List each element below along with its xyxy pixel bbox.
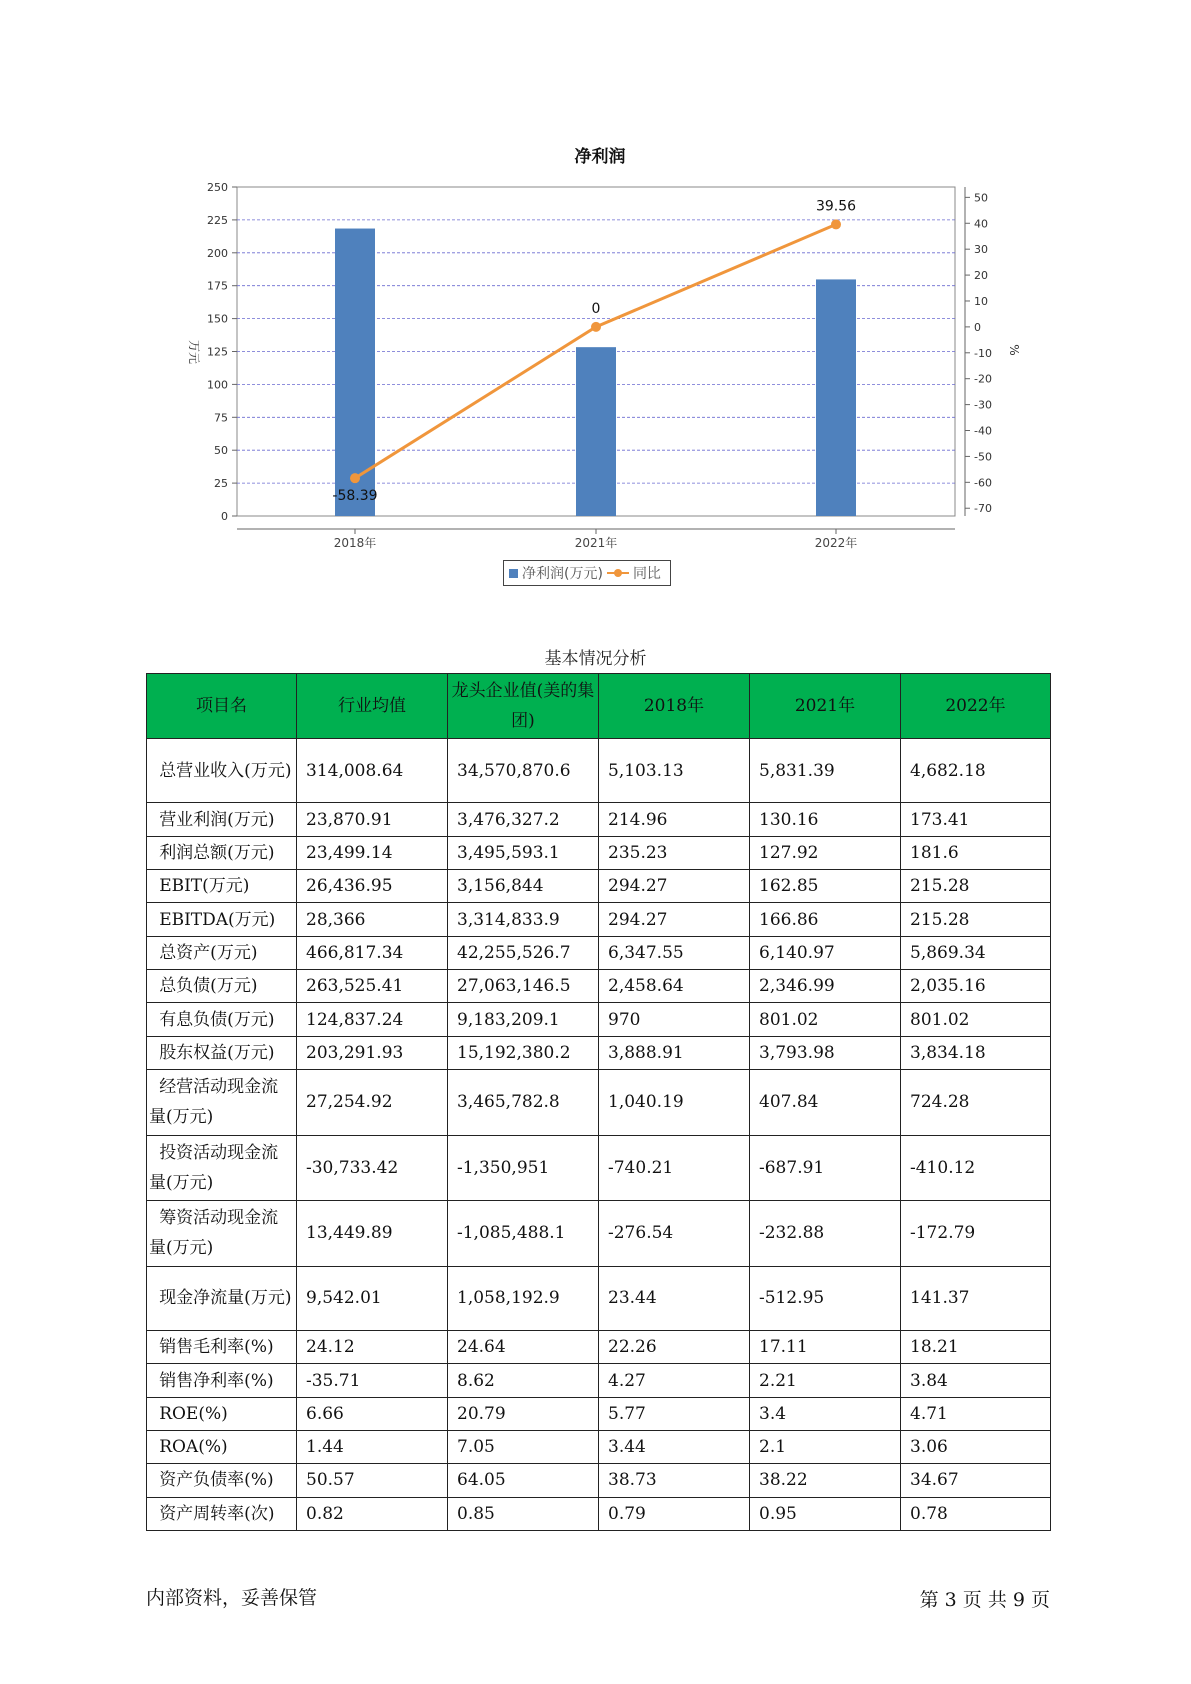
x-category-label: 2022年 bbox=[814, 536, 858, 550]
right-axis-label: % bbox=[1007, 344, 1021, 356]
row-name-text: 总负债(万元) bbox=[159, 976, 258, 997]
right-tick-label: 0 bbox=[974, 320, 981, 334]
row-name-cell bbox=[147, 936, 297, 969]
bar-net-profit bbox=[816, 279, 856, 516]
value-cell: 314,008.64 bbox=[297, 739, 448, 803]
row-name-text: ROE(%) bbox=[159, 1403, 228, 1424]
value-cell: 38.22 bbox=[750, 1464, 901, 1497]
value-cell: 2.1 bbox=[750, 1431, 901, 1464]
header-2018: 2018年 bbox=[599, 674, 750, 739]
net-profit-chart bbox=[0, 0, 1191, 620]
value-cell: 181.6 bbox=[901, 836, 1051, 869]
value-cell: 3,793.98 bbox=[750, 1036, 901, 1069]
value-cell: 130.16 bbox=[750, 803, 901, 836]
value-cell: 0.79 bbox=[599, 1497, 750, 1530]
value-cell: -35.71 bbox=[297, 1364, 448, 1397]
value-cell: 34.67 bbox=[901, 1464, 1051, 1497]
row-name-cell bbox=[147, 1036, 297, 1069]
legend-bar-label: 净利润(万元) bbox=[522, 566, 603, 582]
analysis-table bbox=[146, 673, 1051, 1531]
left-tick-label: 100 bbox=[207, 378, 228, 392]
value-cell: 26,436.95 bbox=[297, 870, 448, 903]
table-row bbox=[147, 1464, 1051, 1497]
value-cell: 28,366 bbox=[297, 903, 448, 936]
table-row bbox=[147, 803, 1051, 836]
table-row bbox=[147, 903, 1051, 936]
value-cell: 263,525.41 bbox=[297, 970, 448, 1003]
value-cell: 3,314,833.9 bbox=[448, 903, 599, 936]
row-name-cell bbox=[147, 1266, 297, 1330]
right-tick-label: -40 bbox=[974, 424, 992, 438]
legend-item-line bbox=[607, 563, 661, 583]
value-cell: 801.02 bbox=[901, 1003, 1051, 1036]
point-yoy bbox=[831, 219, 841, 229]
right-tick-label: -60 bbox=[974, 476, 992, 490]
value-cell: 1.44 bbox=[297, 1431, 448, 1464]
row-name-text: 利润总额(万元) bbox=[159, 842, 275, 863]
value-cell: 42,255,526.7 bbox=[448, 936, 599, 969]
table-row bbox=[147, 1036, 1051, 1069]
value-cell: -410.12 bbox=[901, 1135, 1051, 1201]
left-tick-label: 225 bbox=[207, 213, 228, 227]
value-cell: 3.44 bbox=[599, 1431, 750, 1464]
value-cell: 9,542.01 bbox=[297, 1266, 448, 1330]
row-name-text: 总营业收入(万元) bbox=[159, 760, 292, 781]
value-cell: 3.84 bbox=[901, 1364, 1051, 1397]
value-cell: 38.73 bbox=[599, 1464, 750, 1497]
value-cell: 3.06 bbox=[901, 1431, 1051, 1464]
value-cell: 24.64 bbox=[448, 1331, 599, 1364]
data-label-yoy: 0 bbox=[591, 300, 601, 317]
value-cell: 5,869.34 bbox=[901, 936, 1051, 969]
table-row bbox=[147, 970, 1051, 1003]
point-yoy bbox=[591, 322, 601, 332]
value-cell: 13,449.89 bbox=[297, 1201, 448, 1267]
value-cell: 141.37 bbox=[901, 1266, 1051, 1330]
table-row bbox=[147, 1364, 1051, 1397]
left-tick-label: 250 bbox=[207, 181, 228, 194]
right-tick-label: 50 bbox=[974, 191, 988, 205]
value-cell: 970 bbox=[599, 1003, 750, 1036]
value-cell: 0.82 bbox=[297, 1497, 448, 1530]
row-name-cell bbox=[147, 739, 297, 803]
row-name-text: 经营活动现金流量(万元) bbox=[149, 1077, 279, 1128]
point-yoy bbox=[350, 473, 360, 483]
table-row bbox=[147, 1003, 1051, 1036]
right-tick-label: 10 bbox=[974, 294, 988, 308]
table-row bbox=[147, 1431, 1051, 1464]
right-tick-label: -20 bbox=[974, 372, 992, 386]
value-cell: 166.86 bbox=[750, 903, 901, 936]
value-cell: 173.41 bbox=[901, 803, 1051, 836]
right-tick-label: -50 bbox=[974, 450, 992, 464]
value-cell: 466,817.34 bbox=[297, 936, 448, 969]
value-cell: 3,495,593.1 bbox=[448, 836, 599, 869]
value-cell: 23,499.14 bbox=[297, 836, 448, 869]
row-name-cell bbox=[147, 1497, 297, 1530]
right-tick-label: -70 bbox=[974, 502, 992, 516]
value-cell: 27,254.92 bbox=[297, 1069, 448, 1135]
row-name-text: 销售毛利率(%) bbox=[159, 1337, 274, 1358]
value-cell: 27,063,146.5 bbox=[448, 970, 599, 1003]
value-cell: 3,465,782.8 bbox=[448, 1069, 599, 1135]
row-name-cell bbox=[147, 870, 297, 903]
value-cell: 5,103.13 bbox=[599, 739, 750, 803]
value-cell: 801.02 bbox=[750, 1003, 901, 1036]
table-row bbox=[147, 1397, 1051, 1430]
row-name-cell bbox=[147, 1397, 297, 1430]
left-tick-label: 25 bbox=[214, 477, 228, 491]
value-cell: 294.27 bbox=[599, 870, 750, 903]
value-cell: 162.85 bbox=[750, 870, 901, 903]
row-name-cell bbox=[147, 1364, 297, 1397]
value-cell: 7.05 bbox=[448, 1431, 599, 1464]
value-cell: 4.71 bbox=[901, 1397, 1051, 1430]
value-cell: 6.66 bbox=[297, 1397, 448, 1430]
value-cell: 215.28 bbox=[901, 870, 1051, 903]
value-cell: 8.62 bbox=[448, 1364, 599, 1397]
header-2021: 2021年 bbox=[750, 674, 901, 739]
value-cell: 24.12 bbox=[297, 1331, 448, 1364]
value-cell: -1,350,951 bbox=[448, 1135, 599, 1201]
value-cell: 34,570,870.6 bbox=[448, 739, 599, 803]
value-cell: 2,346.99 bbox=[750, 970, 901, 1003]
table-row bbox=[147, 1201, 1051, 1267]
value-cell: -276.54 bbox=[599, 1201, 750, 1267]
table-row bbox=[147, 1497, 1051, 1530]
legend-line-label: 同比 bbox=[632, 566, 661, 582]
row-name-cell bbox=[147, 1135, 297, 1201]
row-name-cell bbox=[147, 970, 297, 1003]
value-cell: -30,733.42 bbox=[297, 1135, 448, 1201]
right-tick-label: -30 bbox=[974, 398, 992, 412]
row-name-cell bbox=[147, 1201, 297, 1267]
value-cell: -172.79 bbox=[901, 1201, 1051, 1267]
value-cell: 203,291.93 bbox=[297, 1036, 448, 1069]
value-cell: 22.26 bbox=[599, 1331, 750, 1364]
value-cell: 4,682.18 bbox=[901, 739, 1051, 803]
value-cell: 1,058,192.9 bbox=[448, 1266, 599, 1330]
value-cell: 17.11 bbox=[750, 1331, 901, 1364]
left-tick-label: 125 bbox=[207, 345, 228, 359]
value-cell: 64.05 bbox=[448, 1464, 599, 1497]
chart-title: 净利润 bbox=[574, 147, 626, 167]
value-cell: 5.77 bbox=[599, 1397, 750, 1430]
value-cell: 6,347.55 bbox=[599, 936, 750, 969]
left-tick-label: 75 bbox=[214, 411, 228, 425]
left-tick-label: 50 bbox=[214, 444, 228, 458]
right-tick-label: -10 bbox=[974, 346, 992, 360]
row-name-text: 资产周转率(次) bbox=[159, 1503, 275, 1524]
footer-page-number: 第 3 页 共 9 页 bbox=[919, 1589, 1050, 1611]
table-row bbox=[147, 836, 1051, 869]
value-cell: -687.91 bbox=[750, 1135, 901, 1201]
row-name-cell bbox=[147, 1069, 297, 1135]
value-cell: 294.27 bbox=[599, 903, 750, 936]
value-cell: 124,837.24 bbox=[297, 1003, 448, 1036]
value-cell: 3,834.18 bbox=[901, 1036, 1051, 1069]
value-cell: -232.88 bbox=[750, 1201, 901, 1267]
table-row bbox=[147, 936, 1051, 969]
value-cell: 214.96 bbox=[599, 803, 750, 836]
table-row bbox=[147, 739, 1051, 803]
header-item-name: 项目名 bbox=[147, 674, 297, 739]
left-tick-label: 175 bbox=[207, 279, 228, 293]
footer-confidential-note: 内部资料，妥善保管 bbox=[146, 1587, 318, 1609]
value-cell: 0.78 bbox=[901, 1497, 1051, 1530]
right-tick-label: 40 bbox=[974, 217, 988, 231]
row-name-text: 总资产(万元) bbox=[159, 942, 258, 963]
row-name-cell bbox=[147, 903, 297, 936]
table-row bbox=[147, 1266, 1051, 1330]
row-name-text: 营业利润(万元) bbox=[159, 809, 275, 830]
table-row bbox=[147, 1069, 1051, 1135]
right-tick-label: 20 bbox=[974, 269, 988, 283]
chart-canvas bbox=[0, 0, 1191, 620]
value-cell: 15,192,380.2 bbox=[448, 1036, 599, 1069]
value-cell: 3,476,327.2 bbox=[448, 803, 599, 836]
value-cell: 0.85 bbox=[448, 1497, 599, 1530]
table-row bbox=[147, 870, 1051, 903]
value-cell: 2,035.16 bbox=[901, 970, 1051, 1003]
value-cell: 3.4 bbox=[750, 1397, 901, 1430]
header-2022: 2022年 bbox=[901, 674, 1051, 739]
x-category-label: 2021年 bbox=[574, 536, 618, 550]
value-cell: 5,831.39 bbox=[750, 739, 901, 803]
value-cell: 6,140.97 bbox=[750, 936, 901, 969]
row-name-text: 资产负债率(%) bbox=[159, 1470, 274, 1491]
value-cell: 50.57 bbox=[297, 1464, 448, 1497]
value-cell: 2,458.64 bbox=[599, 970, 750, 1003]
value-cell: 215.28 bbox=[901, 903, 1051, 936]
value-cell: -740.21 bbox=[599, 1135, 750, 1201]
row-name-cell bbox=[147, 1331, 297, 1364]
x-category-label: 2018年 bbox=[333, 536, 377, 550]
data-label-yoy: 39.56 bbox=[815, 198, 857, 215]
right-tick-label: 30 bbox=[974, 243, 988, 257]
value-cell: 18.21 bbox=[901, 1331, 1051, 1364]
legend-bar-swatch bbox=[509, 569, 518, 578]
left-tick-label: 0 bbox=[221, 510, 228, 523]
value-cell: 2.21 bbox=[750, 1364, 901, 1397]
value-cell: 407.84 bbox=[750, 1069, 901, 1135]
header-industry-avg: 行业均值 bbox=[297, 674, 448, 739]
row-name-cell bbox=[147, 1464, 297, 1497]
header-leader-value: 龙头企业值(美的集团) bbox=[448, 674, 599, 739]
row-name-text: EBIT(万元) bbox=[159, 876, 250, 897]
value-cell: 23,870.91 bbox=[297, 803, 448, 836]
table-caption: 基本情况分析 bbox=[544, 649, 647, 669]
value-cell: 0.95 bbox=[750, 1497, 901, 1530]
value-cell: 235.23 bbox=[599, 836, 750, 869]
row-name-cell bbox=[147, 1003, 297, 1036]
bar-net-profit bbox=[335, 229, 375, 516]
row-name-text: 股东权益(万元) bbox=[159, 1042, 275, 1063]
value-cell: 9,183,209.1 bbox=[448, 1003, 599, 1036]
row-name-cell bbox=[147, 1431, 297, 1464]
value-cell: -1,085,488.1 bbox=[448, 1201, 599, 1267]
left-tick-label: 150 bbox=[207, 312, 228, 326]
row-name-text: ROA(%) bbox=[159, 1437, 228, 1458]
legend-line-swatch bbox=[607, 572, 629, 574]
data-label-yoy: -58.39 bbox=[332, 488, 378, 505]
table-row bbox=[147, 1135, 1051, 1201]
row-name-cell bbox=[147, 836, 297, 869]
chart-legend bbox=[503, 560, 671, 586]
value-cell: 3,156,844 bbox=[448, 870, 599, 903]
table-body bbox=[147, 739, 1051, 1531]
value-cell: 3,888.91 bbox=[599, 1036, 750, 1069]
row-name-text: 现金净流量(万元) bbox=[159, 1288, 292, 1309]
value-cell: 127.92 bbox=[750, 836, 901, 869]
table-row bbox=[147, 1331, 1051, 1364]
row-name-text: 销售净利率(%) bbox=[159, 1370, 274, 1391]
value-cell: 23.44 bbox=[599, 1266, 750, 1330]
bar-net-profit bbox=[576, 347, 616, 516]
value-cell: 20.79 bbox=[448, 1397, 599, 1430]
value-cell: 724.28 bbox=[901, 1069, 1051, 1135]
row-name-text: 投资活动现金流量(万元) bbox=[149, 1142, 279, 1193]
row-name-text: 有息负债(万元) bbox=[159, 1009, 275, 1030]
table-header-row bbox=[147, 674, 1051, 739]
row-name-cell bbox=[147, 803, 297, 836]
value-cell: 1,040.19 bbox=[599, 1069, 750, 1135]
left-tick-label: 200 bbox=[207, 246, 228, 260]
row-name-text: EBITDA(万元) bbox=[159, 909, 276, 930]
value-cell: 4.27 bbox=[599, 1364, 750, 1397]
left-axis-label: 万元 bbox=[187, 339, 201, 365]
legend-item-bar bbox=[509, 563, 603, 583]
row-name-text: 筹资活动现金流量(万元) bbox=[149, 1208, 279, 1259]
value-cell: -512.95 bbox=[750, 1266, 901, 1330]
